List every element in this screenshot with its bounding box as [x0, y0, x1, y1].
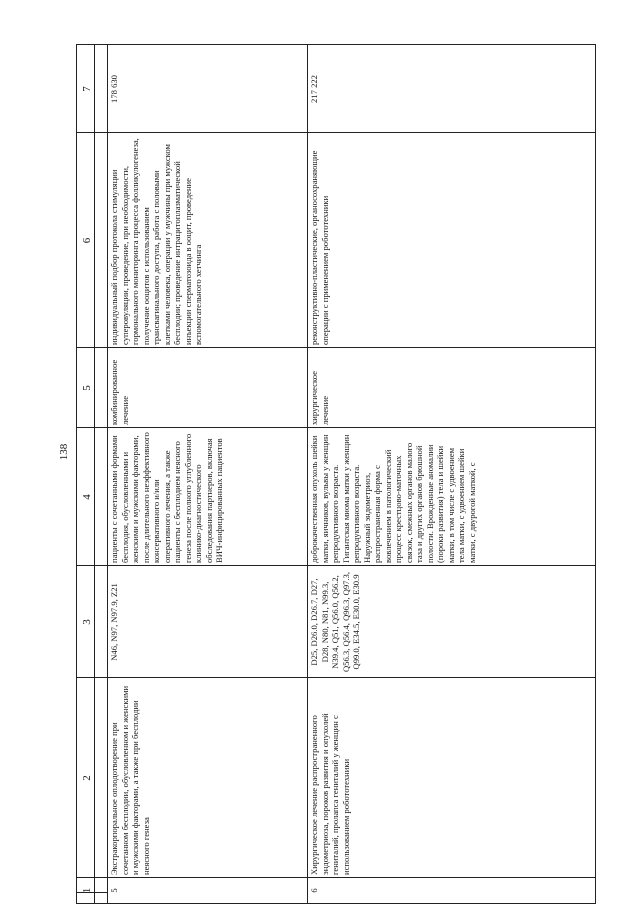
row-5-top-rule	[107, 45, 108, 903]
header-col-7: 7	[81, 86, 93, 92]
row-6-treatment-type: хирургическое лечение	[309, 371, 330, 425]
row-5-name: Экстракорпоральное оплодотворение при сочетанном бесплодии, обусловленном и женскими и мужскими факторами, а также при бесплодии неясного генеза	[109, 685, 151, 875]
row-6-top-rule	[307, 45, 308, 903]
col-1-inner-rule	[77, 892, 107, 893]
col-4-left-rule	[77, 565, 595, 566]
table-frame	[76, 44, 596, 904]
col-3-left-rule	[77, 677, 595, 678]
row-6-number: 6	[309, 888, 319, 893]
header-col-6: 6	[81, 237, 93, 244]
row-6-patient-model: доброкачественная опухоль шейки матки, яичников, вульвы у женщин репродуктивного возраста. Гигантская миома матки у женщин репродуктивного возраста. Наружный эндометриоз, распространенная форма с вовлечением в патологический процесс крестцово-маточных связок, смежных органов малого таза и других органов брюшной полости. Врожденные аномалии (пороки развития) тела и шейки матки, в том числе с удвоением тела матки, с удвоением шейки матки, с двурогой маткой, с	[309, 434, 477, 563]
col-6-left-rule	[77, 347, 595, 348]
row-5-method: индивидуальный подбор протокола стимуляции суперовуляции, проведение, при необходимости, гормонального мониторинга процесса фолликулогенеза, получение ооцитов с использованием трансвагинального доступа, работа с половыми клетками человека, операции у мужчины при мужском бесплодии; проведение интрацитоплазматической инъекции сперматозоида в ооцит, проведение вспомогательного хетчинга	[109, 138, 203, 345]
row-5-codes: N46, N97, N97.9, Z21	[109, 583, 119, 661]
header-col-4: 4	[81, 494, 93, 500]
row-6-method: реконструктивно-пластические, органосохраняющие операции с применением робототехники	[309, 150, 330, 345]
page-number: 138	[58, 443, 70, 461]
header-col-2: 2	[81, 775, 93, 781]
row-6-name: Хирургическое лечение распространенного эндометриоза, пороков развития и опухолей гениталий, пролапса гениталий у женщин с использованием робототехники	[309, 713, 351, 875]
row-5-number: 5	[109, 888, 119, 893]
row-5-treatment-type: комбинированное лечение	[109, 359, 130, 425]
row-6-codes: D25, D26.0, D26.7, D27, D28, N80, N81, N99.3, N39.4, Q51, Q56.0, Q56.2, Q56.3, Q56.4, Q96.3, Q97.3, Q99.0, E34.5, E30.0, E30.9	[309, 571, 361, 673]
row-6-cost: 217 222	[309, 75, 319, 103]
col-5-left-rule	[77, 427, 595, 428]
header-bottom-rule	[94, 45, 95, 903]
header-col-3: 3	[81, 619, 93, 625]
document-table-rotated	[76, 44, 596, 904]
header-col-1: 1	[81, 887, 93, 894]
row-5-patient-model: пациенты с сочетанными формами бесплодия, обусловленными и женскими и мужскими факторами, после длительного неэффективного консервативного и/или оперативного лечения, а также пациенты с бесплодием неясного генеза после полного углубленного клинико-диагностического обследования партнеров, включая ВИЧ-инфицированных пациентов	[109, 432, 224, 563]
header-col-5: 5	[81, 385, 93, 391]
col-7-left-rule	[77, 132, 595, 133]
row-5-cost: 178 630	[109, 75, 119, 103]
